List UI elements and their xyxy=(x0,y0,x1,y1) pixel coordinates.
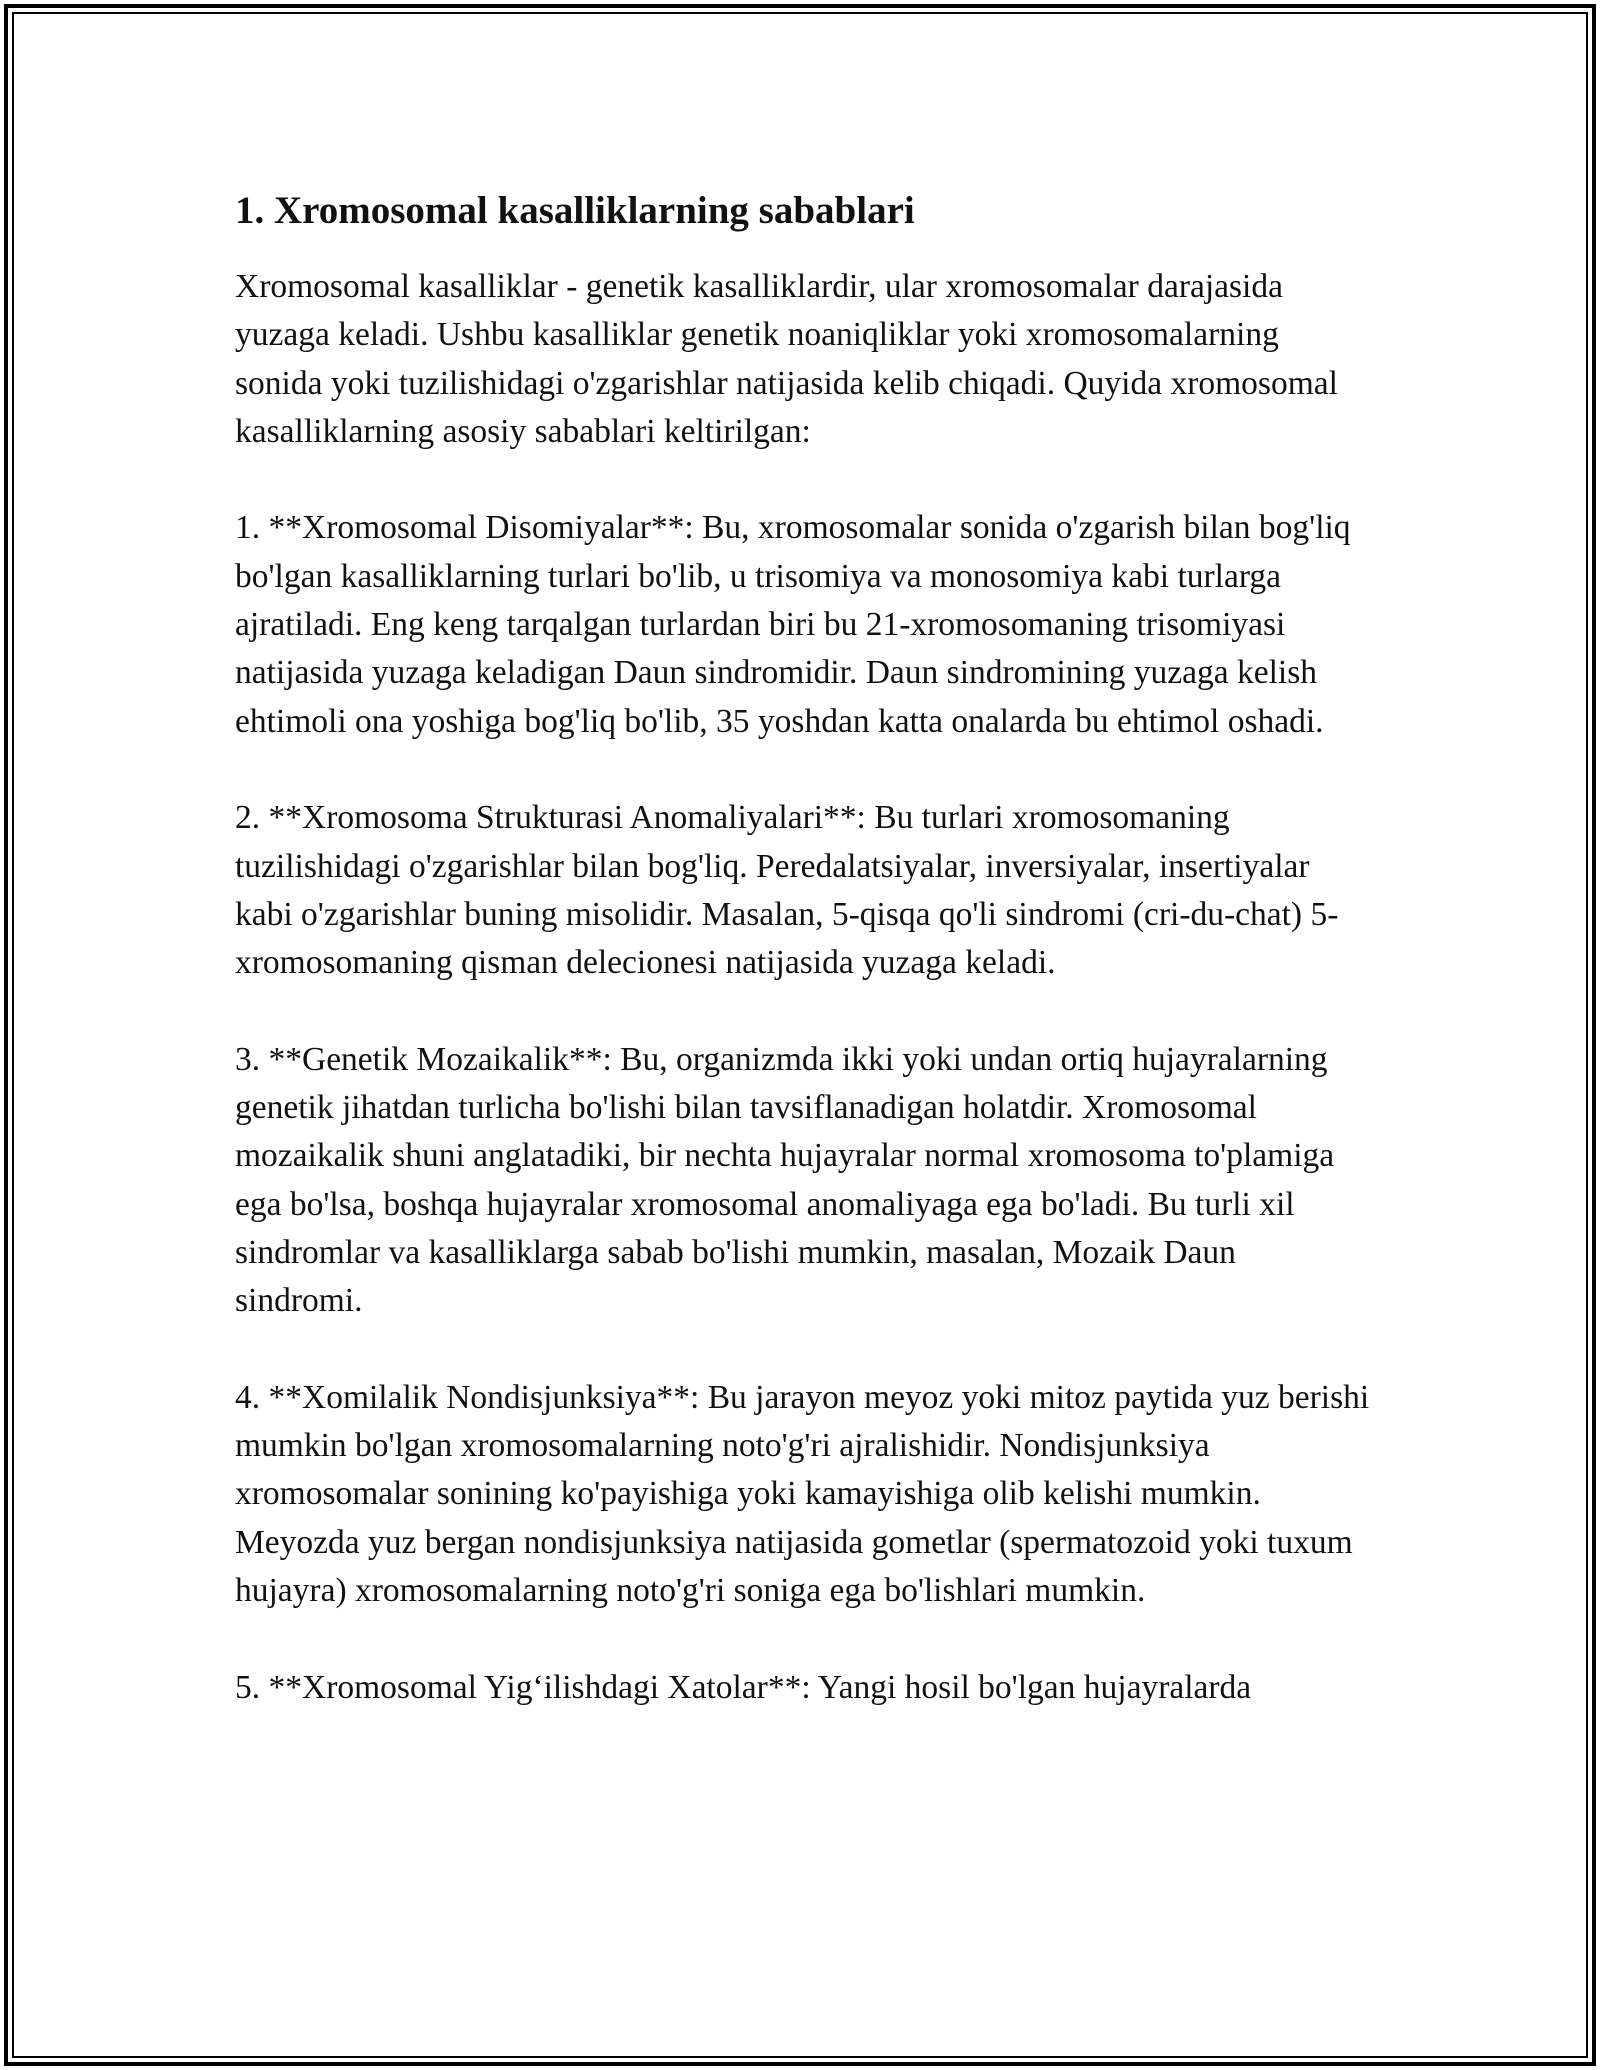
cause-paragraph-4: 4. **Xomilalik Nondisjunksiya**: Bu jarayon meyoz yoki mitoz paytida yuz berishi mumkin bo'lgan xromosomalarning noto'g'ri ajralishidir. Nondisjunksiya xromosomalar sonining ko'payishiga yoki kamayishiga olib kelishi mumkin. Meyozda yuz bergan nondisjunksiya natijasida gometlar (spermatozoid yoki tuxum hujayra) xromosomalarning noto'g'ri soniga ega bo'lishlari mumkin. xyxy=(235,1378,1370,1610)
cause-paragraph-1: 1. **Xromosomal Disomiyalar**: Bu, xromosomalar sonida o'zgarish bilan bog'liq bo'lgan kasalliklarning turlari bo'lib, u trisomiya va monosomiya kabi turlarga ajratiladi. Eng keng tarqalgan turlardan biri bu 21-xromosomaning trisomiyasi natijasida yuzaga keladigan Daun sindromidir. Daun sindromining yuzaga kelish ehtimoli ona yoshiga bog'liq bo'lib, 35 yoshdan katta onalarda bu ehtimol oshadi. xyxy=(235,509,1351,740)
cause-paragraph-3: 3. **Genetik Mozaikalik**: Bu, organizmda ikki yoki undan ortiq hujayralarning genetik jihatdan turlicha bo'lishi bilan tavsiflanadigan holatdir. Xromosomal mozaikalik shuni anglatadiki, bir nechta hujayralar normal xromosoma to'plamiga ega bo'lsa, boshqa hujayralar xromosomal anomaliyaga ega bo'ladi. Bu turli xil sindromlar va kasalliklarga sabab bo'lishi mumkin, masalan, Mozaik Daun sindromi. xyxy=(235,1040,1335,1320)
intro-paragraph: Xromosomal kasalliklar - genetik kasalliklardir, ular xromosomalar darajasida yuzaga keladi. Ushbu kasalliklar genetik noaniqliklar yoki xromosomalarning sonida yoki tuzilishidagi o'zgarishlar natijasida kelib chiqadi. Quyida xromosomal kasalliklarning asosiy sabablari keltirilgan: xyxy=(235,268,1338,450)
cause-paragraph-5: 5. **Xromosomal Yig‘ilishdagi Xatolar**: Yangi hosil bo'lgan hujayralarda xyxy=(235,1668,1252,1706)
document-title: 1. Xromosomal kasalliklarning sabablari xyxy=(235,189,915,232)
cause-paragraph-2: 2. **Xromosoma Strukturasi Anomaliyalari**: Bu turlari xromosomaning tuzilishidagi o'zgarishlar bilan bog'liq. Peredalatsiyalar, inversiyalar, insertiyalar kabi o'zgarishlar buning misolidir. Masalan, 5-qisqa qo'li sindromi (cri-du-chat) 5-xromosomaning qisman delecionesi natijasida yuzaga keladi. xyxy=(235,799,1339,982)
document-body xyxy=(235,185,1370,1712)
